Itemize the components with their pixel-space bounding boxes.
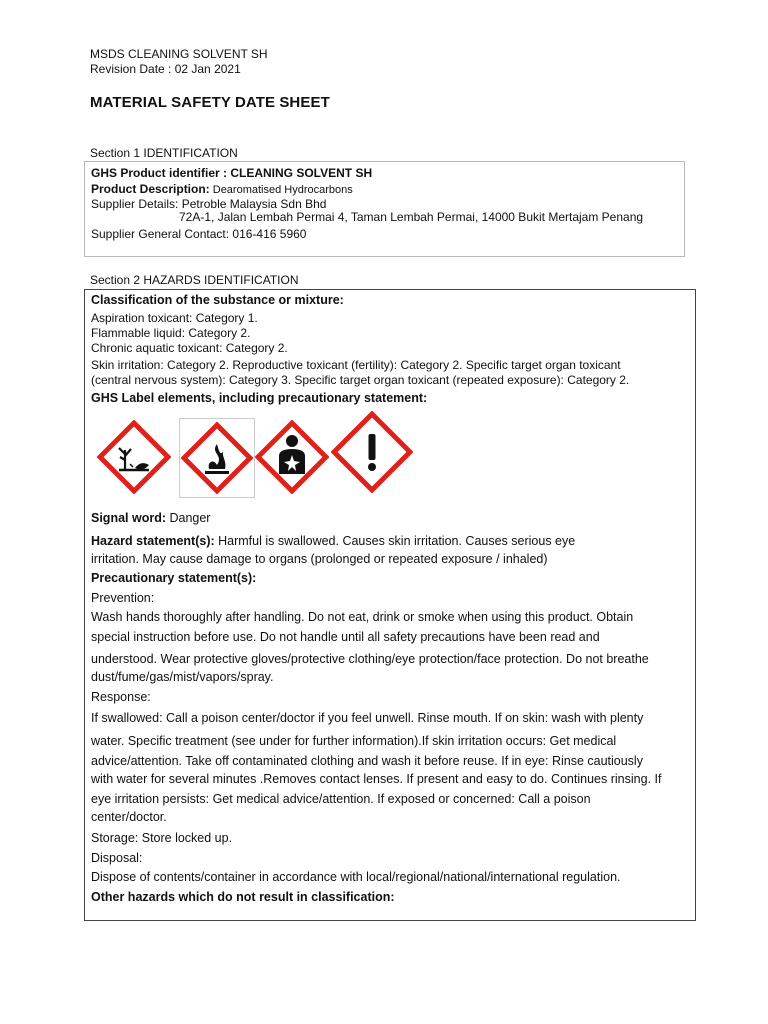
document-code: MSDS CLEANING SOLVENT SH [90,47,268,61]
classification-heading: Classification of the substance or mixture: [91,293,344,307]
section2-label: Section 2 HAZARDS IDENTIFICATION [90,273,299,287]
supplier-contact: Supplier General Contact: 016-416 5960 [91,227,307,241]
signal-word-value: Danger [166,511,211,525]
prevention-line: Wash hands thoroughly after handling. Do not eat, drink or smoke when using this product. Obtain [91,610,634,624]
classification-line: Chronic aquatic toxicant: Category 2. [91,341,288,355]
classification-line: Skin irritation: Category 2. Reproductive toxicant (fertility): Category 2. Specific target organ toxicant [91,358,621,372]
disposal-statement: Dispose of contents/container in accordance with local/regional/national/international regulation. [91,870,621,884]
disposal-label: Disposal: [91,851,143,865]
response-line: eye irritation persists: Get medical advice/attention. If exposed or concerned: Call a poison [91,792,591,806]
precautionary-heading: Precautionary statement(s): [91,571,257,585]
exclamation-pictogram-icon [331,411,413,493]
hazard-statement-label: Hazard statement(s): [91,534,215,548]
prevention-line: understood. Wear protective gloves/protective clothing/eye protection/face protection. Do not breathe [91,652,649,666]
hazard-statement-text: Harmful is swallowed. Causes skin irritation. Causes serious eye [214,534,576,548]
flame-pictogram-icon [179,418,255,498]
hazards-box [84,289,696,921]
signal-word-label: Signal word: [91,511,166,525]
identification-box [84,161,685,257]
other-hazards-heading: Other hazards which do not result in classification: [91,890,395,904]
health-hazard-pictogram-icon [255,420,329,494]
response-label: Response: [91,690,151,704]
supplier-details: Supplier Details: Petroble Malaysia Sdn Bhd [91,197,327,211]
supplier-address: 72A-1, Jalan Lembah Permai 4, Taman Lembah Permai, 14000 Bukit Mertajam Penang [179,210,644,224]
signal-word [91,511,210,525]
ghs-product-identifier: GHS Product identifier : CLEANING SOLVENT SH [91,166,373,180]
revision-date: Revision Date : 02 Jan 2021 [90,62,241,76]
environment-pictogram-icon [97,420,171,494]
product-description-value: Dearomatised Hydrocarbons [209,184,353,196]
hazard-statement [91,534,575,548]
prevention-line: special instruction before use. Do not handle until all safety precautions have been read and [91,630,600,644]
response-line: If swallowed: Call a poison center/doctor if you feel unwell. Rinse mouth. If on skin: wash with plenty [91,711,644,725]
product-description-label: Product Description: [91,182,210,196]
section1-label: Section 1 IDENTIFICATION [90,146,238,160]
classification-line: Aspiration toxicant: Category 1. [91,311,258,325]
response-line: advice/attention. Take off contaminated clothing and wash it before reuse. If in eye: Rinse cautiously [91,754,643,768]
product-description [91,182,353,196]
page-title: MATERIAL SAFETY DATE SHEET [90,94,330,111]
response-line: center/doctor. [91,810,167,824]
prevention-line: dust/fume/gas/mist/vapors/spray. [91,670,274,684]
response-line: with water for several minutes .Removes contact lenses. If present and easy to do. Continues rinsing. If [91,772,662,786]
hazard-statement-line: irritation. May cause damage to organs (prolonged or repeated exposure / inhaled) [91,552,548,566]
prevention-label: Prevention: [91,591,155,605]
classification-line: Flammable liquid: Category 2. [91,326,251,340]
response-line: water. Specific treatment (see under for further information).If skin irritation occurs: Get medical [91,734,617,748]
label-elements-heading: GHS Label elements, including precautionary statement: [91,391,428,405]
classification-line: (central nervous system): Category 3. Specific target organ toxicant (repeated exposure): Category 2. [91,373,630,387]
storage-statement: Storage: Store locked up. [91,831,233,845]
